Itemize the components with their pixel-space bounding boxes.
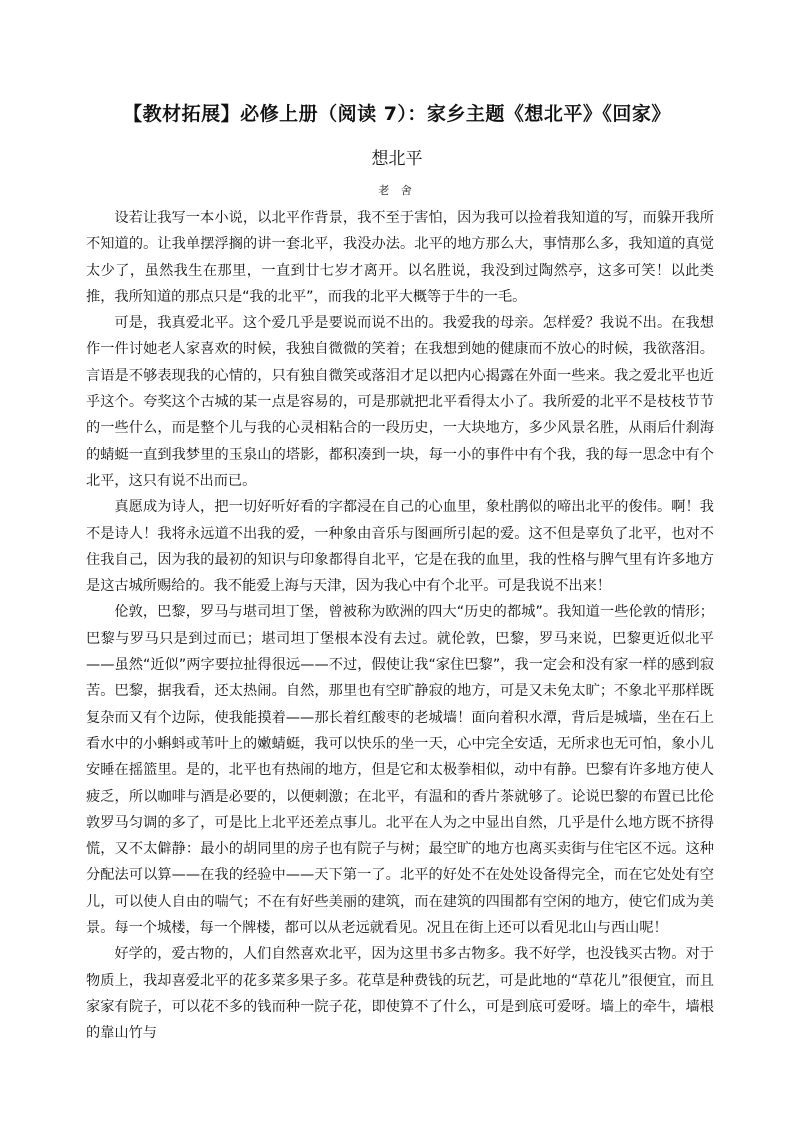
author-name: 老 舍 xyxy=(378,184,416,197)
paragraph: 真愿成为诗人，把一切好听好看的字都浸在自己的心血里，象杜鹃似的啼出北平的俊伟。啊！我不是诗人！我将永远道不出我的爱，一种象由音乐与图画所引起的爱。这不但是辜负了北平，也对不住我自己，因为我的最初的知识与印象都得自北平，它是在我的血里，我的性格与脾气里有许多地方是这古城所赐给的。我不能爱上海与天津，因为我心中有个北平。可是我说不出来！ xyxy=(86,499,714,595)
essay-title: 想北平 xyxy=(371,149,423,169)
paragraph: 好学的，爱古物的，人们自然喜欢北平，因为这里书多古物多。我不好学，也没钱买古物。对于物质上，我却喜爱北平的花多菜多果子多。花草是种费钱的玩艺，可是此地的“草花儿”很便宜，而且家家有院子，可以花不多的钱而种一院子花，即使算不了什么，可是到底可爱呀。墙上的牵牛，墙根的靠山竹与 xyxy=(86,946,714,1042)
paragraph: 设若让我写一本小说，以北平作背景，我不至于害怕，因为我可以捡着我知道的写，而躲开我所不知道的。让我单摆浮搁的讲一套北平，我没办法。北平的地方那么大，事情那么多，我知道的真觉太少了，虽然我生在那里，一直到廿七岁才离开。以名胜说，我没到过陶然亭，这多可笑！以此类推，我所知道的那点只是“我的北平”，而我的北平大概等于牛的一毛。 xyxy=(86,210,714,305)
document-title: 【教材拓展】必修上册（阅读 7）：家乡主题《想北平》《回家》 xyxy=(123,103,671,125)
paragraph: 伦敦，巴黎，罗马与堪司坦丁堡，曾被称为欧洲的四大“历史的都城”。我知道一些伦敦的情形；巴黎与罗马只是到过而已；堪司坦丁堡根本没有去过。就伦敦，巴黎，罗马来说，巴黎更近似北平——虽然“近似”两字要拉扯得很远——不过，假使让我“家住巴黎”，我一定会和没有家一样的感到寂苦。巴黎，据我看，还太热闹。自然，那里也有空旷静寂的地方，可是又未免太旷；不象北平那样既复杂而又有个边际，使我能摸着——那长着红酸枣的老城墙！面向着积水潭，背后是城墙，坐在石上看水中的小蝌蚪或苇叶上的嫩蜻蜓，我可以快乐的坐一天，心中完全安适，无所求也无可怕，象小儿安睡在摇篮里。是的，北平也有热闹的地方，但是它和太极拳相似，动中有静。巴黎有许多地方使人疲乏，所以咖啡与酒是必要的，以便刺激；在北平，有温和的香片茶就够了。论说巴黎的布置已比伦敦罗马匀调的多了，可是比上北平还差点事儿。北平在人为之中显出自然，几乎是什么地方既不挤得慌，又不太僻静：最小的胡同里的房子也有院子与树；最空旷的地方也离买卖街与住宅区不远。这种分配法可以算——在我的经验中——天下第一了。北平的好处不在处处设备得完全，而在它处处有空儿，可以使人自由的喘气；不在有好些美丽的建筑，而在建筑的四围都有空闲的地方，使它们成为美景。每一个城楼，每一个牌楼，都可以从老远就看见。况且在街上还可以看见北山与西山呢！ xyxy=(86,604,714,937)
essay-body xyxy=(86,205,714,1047)
paragraph: 可是，我真爱北平。这个爱几乎是要说而说不出的。我爱我的母亲。怎样爱？我说不出。在我想作一件讨她老人家喜欢的时候，我独自微微的笑着；在我想到她的健康而不放心的时候，我欲落泪。言语是不够表现我的心情的，只有独自微笑或落泪才足以把内心揭露在外面一些来。我之爱北平也近乎这个。夸奖这个古城的某一点是容易的，可是那就把北平看得太小了。我所爱的北平不是枝枝节节的一些什么，而是整个儿与我的心灵相粘合的一段历史，一大块地方，多少风景名胜，从雨后什刹海的蜻蜓一直到我梦里的玉泉山的塔影，都积凑到一块，每一小的事件中有个我，我的每一思念中有个北平，这只有说不出而已。 xyxy=(86,315,714,489)
